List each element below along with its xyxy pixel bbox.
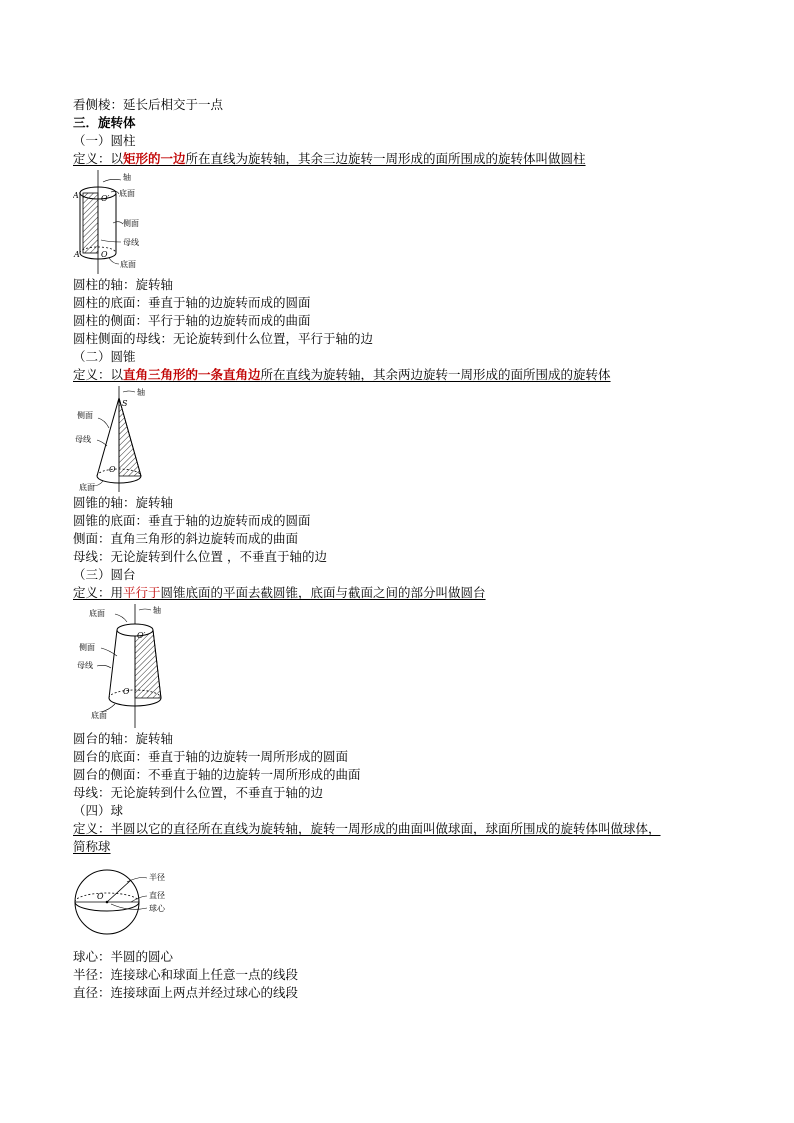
generatrix-label: 母线 [123,238,139,247]
point-o-top: O′ [101,194,110,203]
sphere-definition-line2 [73,838,753,856]
text-line: 半径：连接球心和球面上任意一点的线段 [73,967,299,982]
radius-label: 半径 [149,873,165,882]
text-line: 圆台的轴：旋转轴 [73,731,174,746]
frustum-diagram [73,602,183,730]
text-line: 球心：半圆的圆心 [73,949,174,964]
text-line: 圆柱的轴：旋转轴 [73,277,174,292]
subsection-heading-sphere: （四）球 [73,803,124,818]
point-a-bottom: A [74,250,80,259]
text-line: 圆柱的底面：垂直于轴的边旋转而成的圆面 [73,295,311,310]
text-line: 看侧棱：延长后相交于一点 [73,97,224,112]
text-line: 母线：无论旋转到什么位置，不垂直于轴的边 [73,785,324,800]
center-label: 球心 [149,904,165,913]
axis-label: 轴 [153,606,161,615]
center-o-label: O [109,465,116,474]
def-rest: 所在直线为旋转轴，其余三边旋转一周形成的面所围成的旋转体叫做圆柱 [185,151,586,166]
text-line: 圆台的底面：垂直于轴的边旋转一周所形成的圆面 [73,749,349,764]
frustum-figure [73,602,753,730]
sphere-definition-line1 [73,820,753,838]
text-line: 母线：无论旋转到什么位置 ，不垂直于轴的边 [73,549,327,564]
point-o-bottom: O [101,250,108,259]
def-emphasis: 直角三角形的一条直角边 [123,367,261,382]
subsection-heading-cylinder: （一）圆柱 [73,133,136,148]
sphere-diagram [73,856,193,948]
cone-figure [73,384,753,494]
point-o-bottom: O [123,687,130,696]
side-label: 侧面 [79,643,95,652]
point-a-top: A′ [73,191,81,200]
cylinder-figure [73,168,753,276]
generatrix-label: 母线 [75,435,91,444]
text-line: 圆柱侧面的母线：无论旋转到什么位置，平行于轴的边 [73,331,374,346]
def-text: 简称球 [73,839,111,854]
def-rest: 所在直线为旋转轴，其余两边旋转一周形成的面所围成的旋转体 [260,367,611,382]
center-o-label: O [97,892,104,901]
bottom-face-label: 底面 [91,711,107,720]
apex-s-label: S [122,399,128,408]
text-line: 圆锥的底面：垂直于轴的边旋转而成的圆面 [73,513,311,528]
def-prefix: 定义：以 [73,151,124,166]
text-line: 侧面：直角三角形的斜边旋转而成的曲面 [73,531,299,546]
generatrix-label: 母线 [77,661,93,670]
base-label: 底面 [79,483,95,492]
axis-label: 轴 [137,388,145,397]
diameter-label: 直径 [149,891,165,900]
text-line: 圆柱的侧面：平行于轴的边旋转而成的曲面 [73,313,311,328]
subsection-heading-cone: （二）圆锥 [73,349,136,364]
cylinder-definition [73,150,753,168]
section-heading: 三．旋转体 [73,115,136,130]
bottom-face-label: 底面 [120,260,136,269]
def-emphasis: 平行于 [123,585,161,600]
text-line: 圆台的侧面：不垂直于轴的边旋转一周所形成的曲面 [73,767,361,782]
def-prefix: 定义：以 [73,367,124,382]
cone-definition [73,366,753,384]
frustum-definition [73,584,753,602]
cylinder-diagram [73,168,183,276]
axis-label: 轴 [123,173,131,182]
def-text: 定义：半圆以它的直径所在直线为旋转轴，旋转一周形成的曲面叫做球面，球面所围成的旋转体叫做球体， [73,821,661,836]
cone-diagram [73,384,183,494]
document-page [73,96,753,1002]
def-prefix: 定义：用 [73,585,124,600]
def-emphasis: 矩形的一边 [123,151,186,166]
def-rest: 圆锥底面的平面去截圆锥，底面与截面之间的部分叫做圆台 [160,585,486,600]
side-label: 侧面 [123,219,139,228]
text-line: 直径：连接球面上两点并经过球心的线段 [73,985,299,1000]
subsection-heading-frustum: （三）圆台 [73,567,136,582]
point-o-top: O′ [137,631,146,640]
text-line: 圆锥的轴：旋转轴 [73,495,174,510]
side-label: 侧面 [77,411,93,420]
sphere-figure [73,856,753,948]
top-face-label: 底面 [89,609,105,618]
top-face-label: 底面 [119,189,135,198]
